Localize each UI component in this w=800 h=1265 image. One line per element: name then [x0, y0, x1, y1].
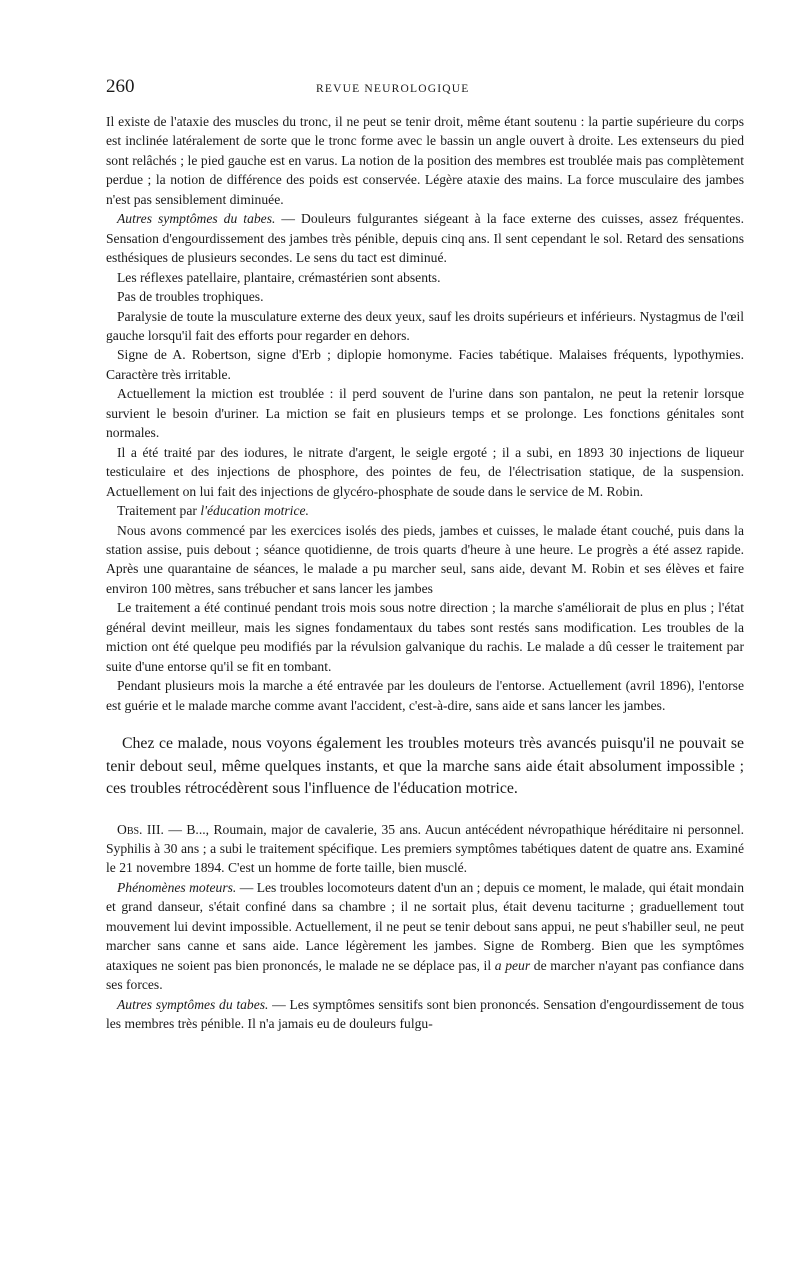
paragraph-exercises: Nous avons commencé par les exercices isolés des pieds, jambes et cuisses, le malade étant couché, puis dans la station assise, puis debout ; séance quotidienne, de trois quarts d'heure à une heure. Le progrès a été assez rapide. Après une quarantaine de séances, le malade a pu marcher seul, sans aide, devant M. Robin et ses élèves et faire environ 100 mètres, sans trébucher et sans lancer les jambes [106, 522, 744, 596]
paragraph-conclusion: Chez ce malade, nous voyons également les troubles moteurs très avancés puisqu'il ne pouvait se tenir debout seul, même quelques instants, et que la marche sans aide était absolument impossible ; ces troubles rétrocédèrent sous l'influence de l'éducation motrice. [106, 735, 744, 798]
paragraph-paralysis: Paralysie de toute la musculature externe des deux yeux, sauf les droits supérieurs et inférieurs. Nystagmus de l'œil gauche lorsqu'il fait des efforts pour regarder en dehors. [106, 308, 744, 343]
paragraph-continued: Le traitement a été continué pendant trois mois sous notre direction ; la marche s'améliorait de plus en plus ; l'état général devint meilleur, mais les signes fondamentaux du tabes sont restés sans modification. Les troubles de la miction ont été quelque peu modifiés par la révulsion galvanique du rachis. Le malade a dû cesser le traitement par suite d'une entorse qu'il se fit en tombant. [106, 600, 744, 674]
paragraph-ataxia: Il existe de l'ataxie des muscles du tronc, il ne peut se tenir droit, même étant soutenu : la partie supérieure du corps est inclinée latéralement de sorte que le tronc forme avec le bassin un angle ouvert à droite. Les extenseurs du pied sont relâchés ; le pied gauche est en varus. La notion de la position des membres est troublée mais pas complètement perdue ; la notion de différence des poids est conservée. Légère ataxie des mains. La force musculaire des jambes n'est pas sensiblement diminuée. [106, 114, 744, 207]
paragraph-signs: Signe de A. Robertson, signe d'Erb ; diplopie homonyme. Facies tabétique. Malaises fréquents, lypothymies. Caractère très irritable. [106, 347, 744, 382]
paragraph-obs-intro: Obs. III. — B..., Roumain, major de cavalerie, 35 ans. Aucun antécédent névropathique héréditaire ni personnel. Syphilis à 30 ans ; a subi le traitement spécifique. Les premiers symptômes tabétiques datent de quatre ans. Examiné le 21 novembre 1894. C'est un homme de forte taille, bien musclé. [106, 821, 744, 876]
observation-three [106, 820, 744, 1034]
paragraph-treatments: Il a été traité par des iodures, le nitrate d'argent, le seigle ergoté ; il a subi, en 1893 30 injections de liqueur testiculaire et des injections de phosphore, des pointes de feu, de l'électrisation statique, de la suspension. Actuellement on lui fait des injections de glycéro-phosphate de soude dans le service de M. Robin. [106, 444, 744, 499]
case-two-body [106, 112, 744, 715]
heading-obs-three: Obs. III. [117, 821, 164, 837]
heading-motor-phenomena: Phénomènes moteurs. [117, 879, 237, 895]
paragraph-trophic: Pas de troubles trophiques. [117, 289, 264, 305]
paragraph-miction: Actuellement la miction est troublée : il perd souvent de l'urine dans son pantalon, ne peut la retenir lorsque survient le besoin d'uriner. La miction se fait en plusieurs temps et se prolonge. Les fonctions génitales sont normales. [106, 386, 744, 441]
heading-other-symptoms: Autres symptômes du tabes. [117, 211, 276, 227]
heading-other-symptoms-2: Autres symptômes du tabes. [117, 996, 269, 1012]
running-head: REVUE NEUROLOGIQUE [316, 83, 470, 95]
paragraph-other-symptoms: Autres symptômes du tabes. — Douleurs fulgurantes siégeant à la face externe des cuisses, assez fréquentes. Sensation d'engourdissement des jambes très pénible, depuis cinq ans. Il sent cependant le sol. Retard des sensations esthésiques de plusieurs secondes. Le sens du tact est diminué. [106, 211, 744, 266]
paragraph-other-symptoms-2: Autres symptômes du tabes. — Les symptômes sensitifs sont bien prononcés. Sensation d'engourdissement de tous les membres très pénible. Il n'a jamais eu de douleurs fulgu- [106, 996, 744, 1032]
paragraph-reflexes: Les réflexes patellaire, plantaire, crémastérien sont absents. [117, 269, 441, 285]
paragraph-motor-phenomena: Phénomènes moteurs. — Les troubles locomoteurs datent d'un an ; depuis ce moment, le malade, qui était mondain et grand danseur, s'était confiné dans sa chambre ; il ne sortait plus, était devenu taciturne ; graduellement tout mouvement lui devint impossible. Actuellement, il ne peut se tenir debout sans appui, ne peut s'habiller seul, ne peut marcher sans canne et sans aide. Lance légèrement les jambes. Signe de Romberg. Bien que les symptômes ataxiques ne soient pas bien prononcés, le malade ne se déplace pas, il a peur de marcher n'ayant pas confiance dans ses forces. [106, 879, 744, 993]
page-number: 260 [106, 76, 135, 97]
paragraph-sprain: Pendant plusieurs mois la marche a été entravée par les douleurs de l'entorse. Actuellement (avril 1896), l'entorse est guérie et le malade marche comme avant l'accident, c'est-à-dire, sans aide et sans lancer les jambes. [106, 678, 744, 713]
conclusion-block [106, 733, 744, 801]
paragraph-treatment-heading: Traitement par l'éducation motrice. [117, 503, 309, 519]
page-header [106, 76, 744, 106]
